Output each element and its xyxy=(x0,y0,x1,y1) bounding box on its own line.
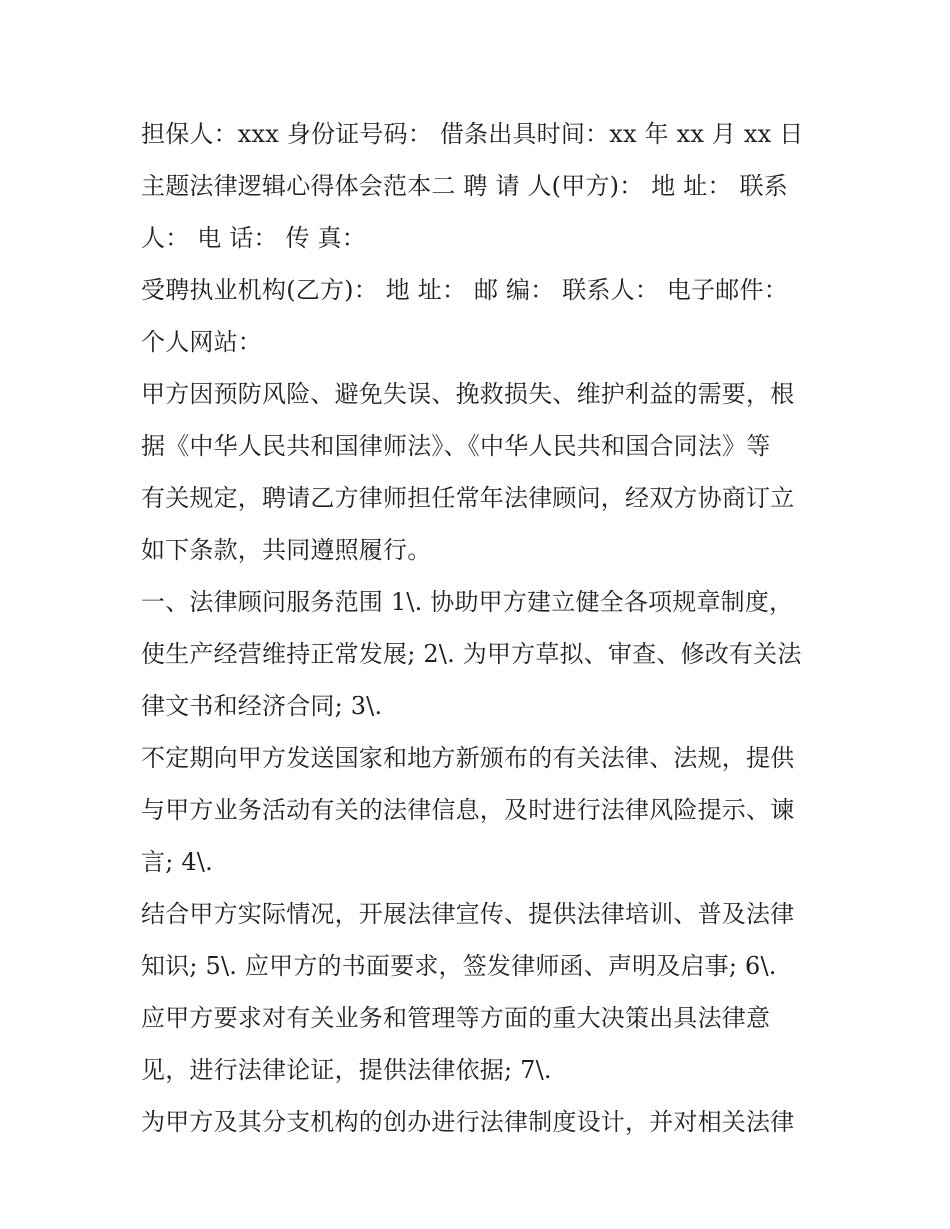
text-line-20: 为甲方及其分支机构的创办进行法律制度设计，并对相关法律 xyxy=(141,1108,795,1136)
text-line-18: 应甲方要求对有关业务和管理等方面的重大决策出具法律意 xyxy=(141,1004,771,1032)
text-line-6: 甲方因预防风险、避免失误、挽救损失、维护利益的需要，根 xyxy=(141,380,795,408)
text-line-19: 见，进行法律论证，提供法律依据; 7\. xyxy=(141,1056,552,1084)
text-line-1: 担保人：xxx 身份证号码： 借条出具时间：xx 年 xx 月 xx 日 xyxy=(141,120,804,148)
text-line-14: 与甲方业务活动有关的法律信息，及时进行法律风险提示、谏 xyxy=(141,796,795,824)
text-line-3: 人： 电 话： 传 真： xyxy=(141,224,366,252)
text-line-12: 律文书和经济合同; 3\. xyxy=(141,692,383,720)
text-line-5: 个人网站： xyxy=(141,328,262,356)
text-line-7: 据《中华人民共和国律师法》、《中华人民共和国合同法》等 xyxy=(141,432,771,460)
text-line-8: 有关规定，聘请乙方律师担任常年法律顾问，经双方协商订立 xyxy=(141,484,795,512)
text-line-11: 使生产经营维持正常发展; 2\. 为甲方草拟、审查、修改有关法 xyxy=(141,640,802,668)
text-line-4: 受聘执业机构(乙方)： 地 址： 邮 编： 联系人： 电子邮件： xyxy=(141,276,788,304)
text-line-2: 主题法律逻辑心得体会范本二 聘 请 人(甲方)： 地 址： 联系 xyxy=(141,172,788,200)
document-body xyxy=(141,108,821,1148)
text-line-13: 不定期向甲方发送国家和地方新颁布的有关法律、法规，提供 xyxy=(141,744,795,772)
text-line-15: 言; 4\. xyxy=(141,848,213,876)
text-line-10: 一、法律顾问服务范围 1\. 协助甲方建立健全各项规章制度， xyxy=(141,588,794,616)
text-line-17: 知识; 5\. 应甲方的书面要求，签发律师函、声明及启事; 6\. xyxy=(141,952,777,980)
text-line-9: 如下条款，共同遵照履行。 xyxy=(141,536,432,564)
text-line-16: 结合甲方实际情况，开展法律宣传、提供法律培训、普及法律 xyxy=(141,900,795,928)
